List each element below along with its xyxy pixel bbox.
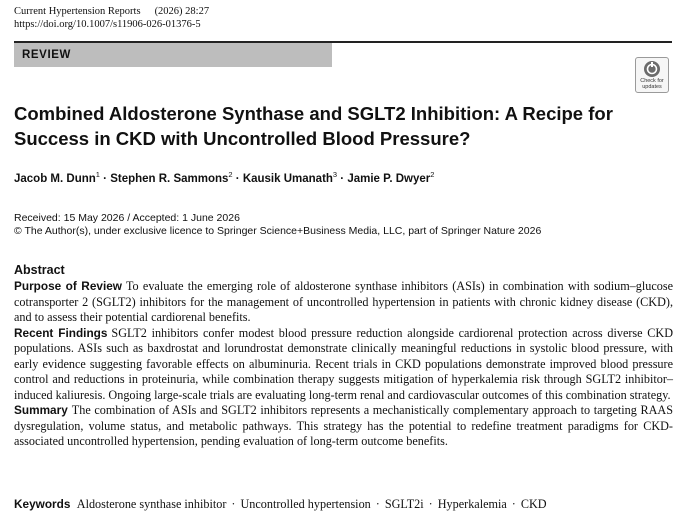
findings-heading: Recent Findings: [14, 325, 108, 340]
article-header-meta: [14, 5, 209, 31]
summary-heading: Summary: [14, 403, 68, 417]
keyword-separator: ·: [231, 497, 236, 511]
keyword[interactable]: Hyperkalemia: [437, 497, 507, 511]
keyword-separator: ·: [375, 497, 380, 511]
check-for-updates-line1: Check for: [640, 78, 664, 84]
check-for-updates-icon: [643, 60, 661, 78]
purpose-text: To evaluate the emerging role of aldosterone synthase inhibitors (ASIs) in combination with sodium–glucose cotransporter 2 (SGLT2) inhibitors for the management of uncontrolled hypertension in patients with chronic kidney disease (CKD), and to assess their potential cardiorenal benefits.: [14, 279, 674, 324]
abstract-summary: [14, 403, 673, 450]
keyword-separator: ·: [511, 497, 516, 511]
author-name[interactable]: Jacob M. Dunn: [14, 172, 96, 185]
keywords-heading: Keywords: [14, 497, 71, 511]
author-affiliation: 2: [228, 170, 233, 179]
findings-text: SGLT2 inhibitors confer modest blood pressure reduction alongside cardiorenal protection across diverse CKD populations. ASIs such as baxdrostat and lorundrostat demonstrate clinically meaningful reductions in systolic blood pressure, with early evidence suggesting favorable effects on albuminuria. Recent trials in CKD populations demonstrate improved blood pressure control and reductions in proteinuria, while combination therapy suggests mitigation of hyperkalemia risk through SGLT2 inhibitor–induced kaliuresis. Ongoing large-scale trials are evaluating long-term renal and cardiovascular outcomes of this combination strategy.: [14, 325, 673, 402]
author-name[interactable]: Stephen R. Sammons: [110, 172, 229, 185]
journal-year-volume: (2026) 28:27: [154, 6, 210, 17]
author-affiliation: 3: [332, 170, 338, 179]
abstract-findings: [14, 326, 673, 404]
summary-text: The combination of ASIs and SGLT2 inhibitors represents a mechanistically complementary approach to targeting RAAS dysregulation, volume status, and metabolic pathways. This strategy has the potential to redefine treatment paradigms for CKD-associated uncontrolled hypertension, pending evaluation of long-term outcome benefits.: [14, 403, 673, 448]
check-for-updates-badge[interactable]: [635, 57, 669, 93]
journal-line: [14, 5, 209, 18]
keyword[interactable]: SGLT2i: [384, 497, 424, 511]
article-dates: [14, 212, 541, 238]
keyword[interactable]: Aldosterone synthase inhibitor: [76, 497, 227, 511]
abstract-heading: Abstract: [14, 263, 65, 277]
abstract-purpose: [14, 279, 673, 326]
keyword-separator: ·: [428, 497, 433, 511]
keyword[interactable]: CKD: [520, 497, 547, 511]
article-type-banner: REVIEW: [14, 43, 332, 67]
article-title: Combined Aldosterone Synthase and SGLT2 Inhibition: A Recipe for Success in CKD with Uncontrolled Blood Pressure?: [14, 103, 613, 149]
author-name[interactable]: Kausik Umanath: [242, 172, 333, 185]
abstract-section: [14, 263, 673, 450]
copyright-notice: © The Author(s), under exclusive licence to Springer Science+Business Media, LLC, part of Springer Nature 2026: [14, 225, 542, 237]
author-list: Jacob M. Dunn$^1$ · Stephen R. Sammons$^2$ · Kausik Umanath$^3$ · Jamie P. Dwyer$^2$: [14, 170, 435, 185]
author-affiliation: 1: [95, 170, 100, 179]
author-affiliation: 2: [430, 170, 435, 179]
doi-link[interactable]: https://doi.org/10.1007/s11906-026-01376-5: [14, 19, 201, 30]
keyword[interactable]: Uncontrolled hypertension: [240, 497, 371, 511]
keywords-section: [14, 497, 547, 512]
purpose-heading: Purpose of Review: [14, 279, 122, 293]
author-name[interactable]: Jamie P. Dwyer: [347, 172, 431, 185]
check-for-updates-line2: updates: [642, 84, 662, 90]
received-accepted-dates: Received: 15 May 2026 / Accepted: 1 June 2026: [14, 212, 240, 224]
journal-name: Current Hypertension Reports: [14, 6, 141, 17]
